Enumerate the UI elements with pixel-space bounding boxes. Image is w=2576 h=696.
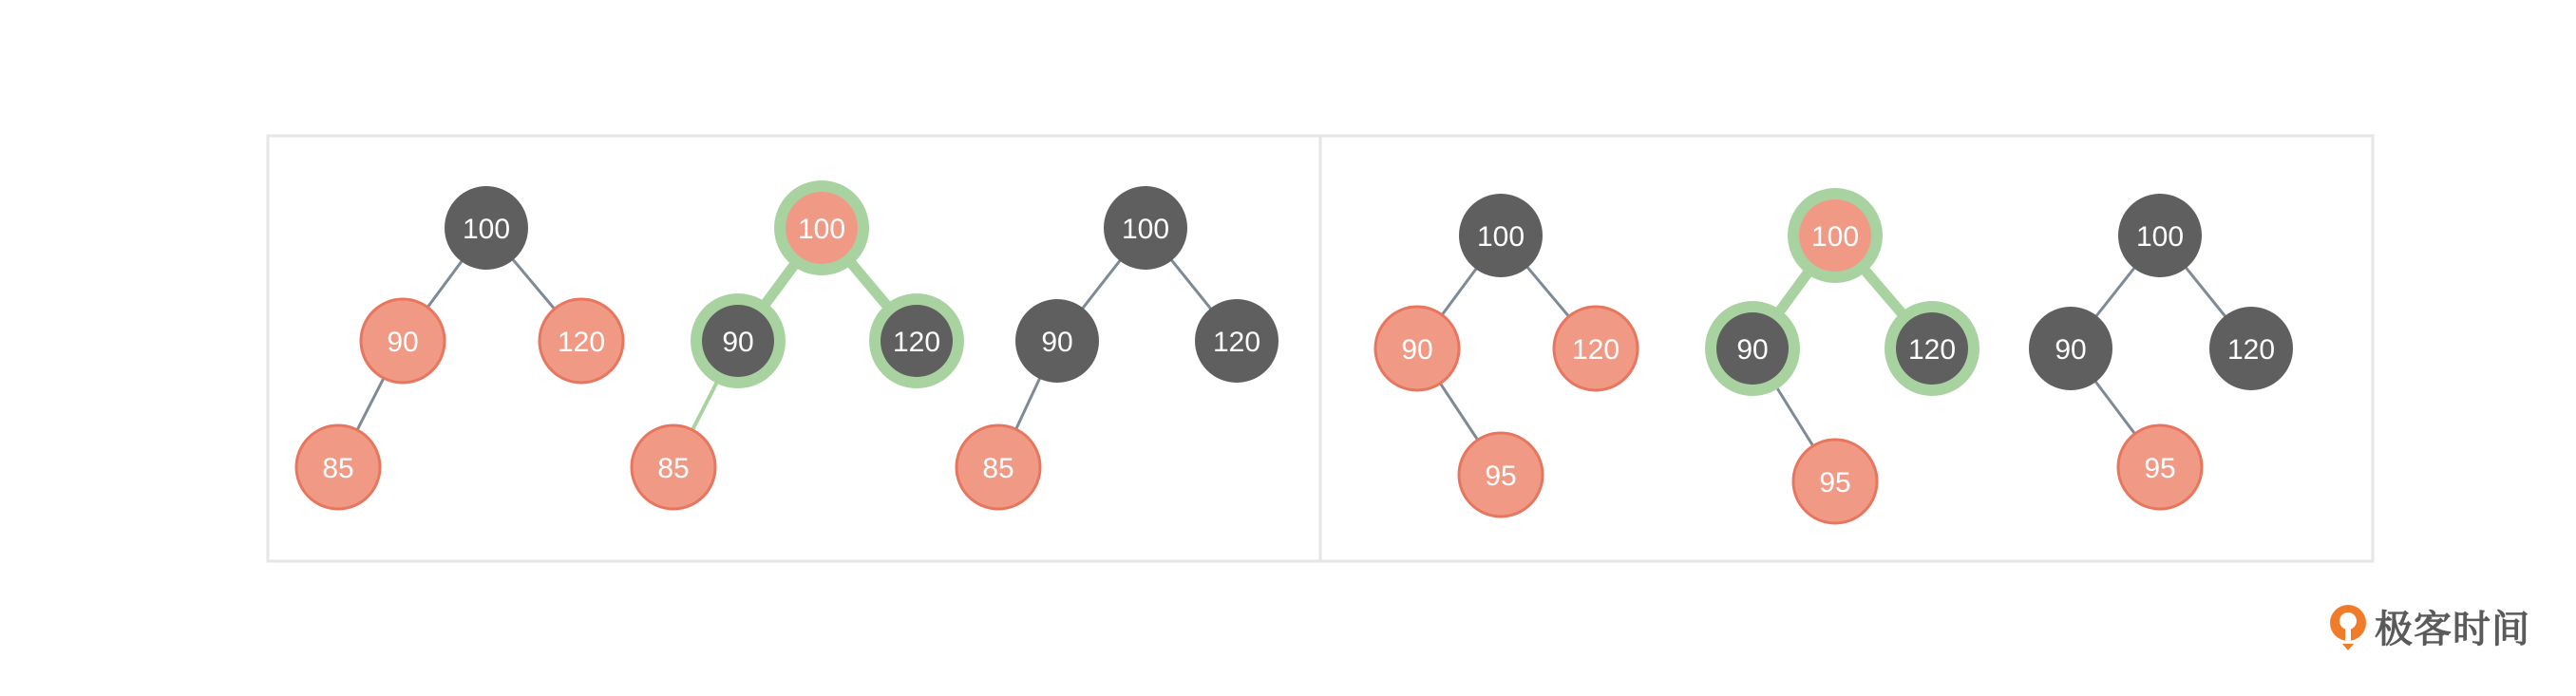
tree-node-90	[1015, 299, 1099, 383]
node-label: 120	[1907, 334, 1957, 366]
tree-node-95	[1459, 433, 1543, 517]
tree-node-90	[1705, 301, 1800, 396]
tree-node-120	[869, 293, 964, 388]
tree-node-90	[2029, 307, 2112, 390]
node-label: 120	[892, 327, 941, 358]
brand-text: 极客时间	[2375, 608, 2530, 651]
node-label: 85	[657, 453, 690, 484]
node-label: 90	[2055, 334, 2087, 366]
tree-node-120	[1554, 307, 1638, 390]
left-tree-1	[296, 186, 623, 509]
tree-node-100	[774, 180, 869, 275]
node-label: 95	[1819, 467, 1851, 498]
tree-node-120	[2209, 307, 2293, 390]
left-panel	[296, 180, 1279, 509]
tree-node-120	[1195, 299, 1279, 383]
node-label: 90	[387, 327, 419, 358]
trees-layer	[296, 180, 2293, 523]
tree-node-85	[957, 425, 1040, 509]
node-label: 95	[1485, 461, 1517, 492]
node-label: 120	[1571, 334, 1620, 366]
brand-watermark	[2327, 599, 2530, 653]
geektime-logo-icon	[2327, 602, 2369, 651]
node-label: 100	[1476, 221, 1525, 253]
right-tree-1	[1375, 194, 1638, 517]
node-label: 100	[797, 214, 846, 245]
tree-node-90	[691, 293, 786, 388]
node-label: 95	[2144, 453, 2176, 484]
node-label: 90	[722, 327, 754, 358]
node-label: 90	[1401, 334, 1433, 366]
node-label: 100	[462, 214, 511, 245]
node-label: 90	[1041, 327, 1073, 358]
node-label: 85	[322, 453, 354, 484]
node-label: 100	[1810, 221, 1860, 253]
right-tree-2	[1705, 188, 1979, 523]
tree-node-95	[2118, 425, 2202, 509]
tree-node-95	[1793, 440, 1877, 523]
left-tree-3	[957, 186, 1279, 509]
node-label: 100	[1121, 214, 1170, 245]
node-label: 85	[982, 453, 1014, 484]
tree-node-100	[445, 186, 528, 270]
node-label: 120	[2226, 334, 2276, 366]
tree-node-100	[1104, 186, 1187, 270]
node-label: 90	[1736, 334, 1769, 366]
tree-node-120	[1885, 301, 1979, 396]
tree-node-120	[540, 299, 623, 383]
node-label: 120	[1212, 327, 1261, 358]
left-tree-2	[632, 180, 964, 509]
tree-node-85	[632, 425, 715, 509]
node-label: 120	[557, 327, 606, 358]
right-tree-3	[2029, 194, 2293, 509]
tree-node-100	[1788, 188, 1883, 283]
tree-node-100	[2118, 194, 2202, 277]
tree-node-90	[1375, 307, 1459, 390]
node-label: 100	[2135, 221, 2185, 253]
tree-node-100	[1459, 194, 1543, 277]
tree-node-90	[361, 299, 445, 383]
right-panel	[1375, 188, 2293, 523]
tree-node-85	[296, 425, 380, 509]
